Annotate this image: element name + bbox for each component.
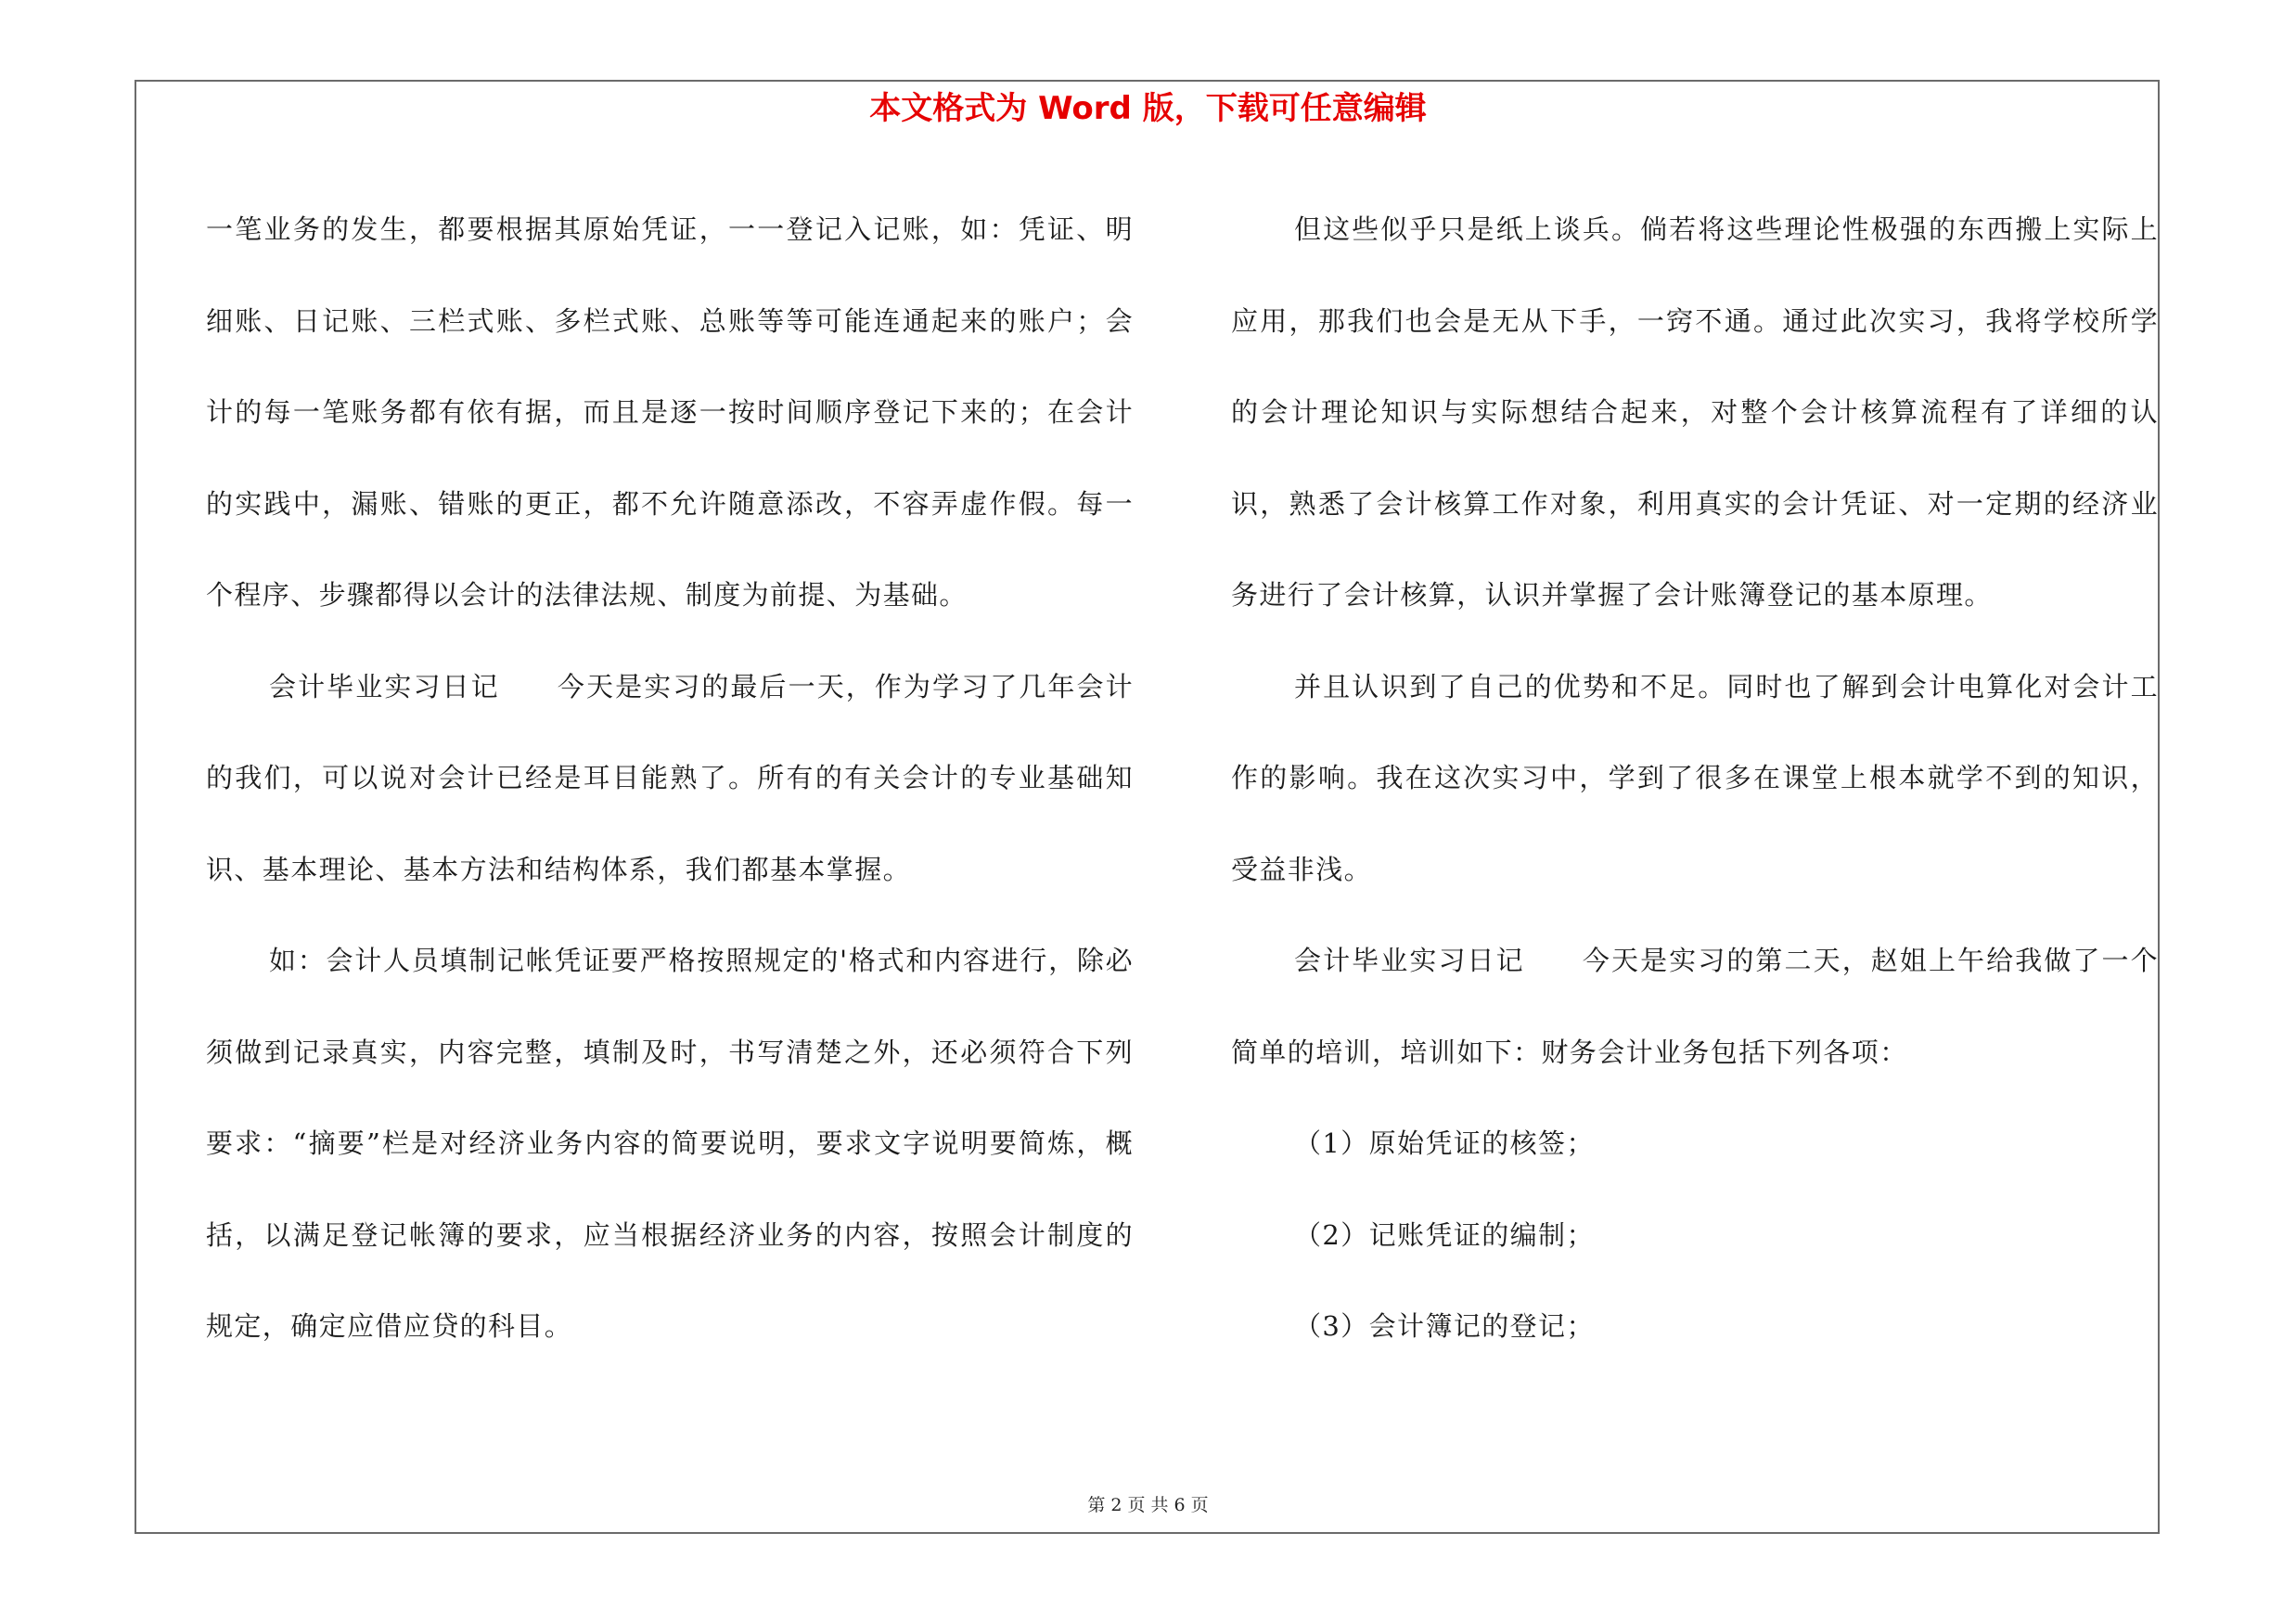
left-column [206,184,1134,1372]
left-paragraph-1: 一笔业务的发生，都要根据其原始凭证，一一登记入记账，如：凭证、明细账、日记账、三栏式账、多栏式账、总账等等可能连通起来的账户；会计的每一笔账务都有依有据，而且是逐一按时间顺序登记下来的；在会计的实践中，漏账、错账的更正，都不允许随意添改，不容弄虚作假。每一个程序、步骤都得以会计的法律法规、制度为前提、为基础。 [206,213,1134,611]
right-paragraph-2: 并且认识到了自己的优势和不足。同时也了解到会计电算化对会计工作的影响。我在这次实习中，学到了很多在课堂上根本就学不到的知识，受益非浅。 [1231,670,2159,885]
list-item: （3）会计簿记的登记； [1294,1310,1595,1342]
right-column [1231,184,2159,1372]
page-footer [0,1494,2296,1516]
list-item: （1）原始凭证的核签； [1294,1127,1595,1159]
word-format-banner: 本文格式为 Word 版，下载可任意编辑 [869,90,1427,127]
page-number-label: 第 2 页 共 6 页 [1087,1495,1209,1515]
left-paragraph-3: 如：会计人员填制记帐凭证要严格按照规定的'格式和内容进行，除必须做到记录真实，内容完整，填制及时，书写清楚之外，还必须符合下列要求：“摘要”栏是对经济业务内容的简要说明，要求文字说明要简炼，概括，以满足登记帐簿的要求，应当根据经济业务的内容，按照会计制度的规定，确定应借应贷的科目。 [206,945,1134,1342]
list-item: （2）记账凭证的编制； [1294,1218,1595,1251]
left-paragraph-2: 会计毕业实习日记 今天是实习的最后一天，作为学习了几年会计的我们，可以说对会计已经是耳目能熟了。所有的有关会计的专业基础知识、基本理论、基本方法和结构体系，我们都基本掌握。 [206,670,1134,885]
right-paragraph-3: 会计毕业实习日记 今天是实习的第二天，赵姐上午给我做了一个简单的培训，培训如下：财务会计业务包括下列各项： [1231,945,2159,1068]
right-paragraph-1: 但这些似乎只是纸上谈兵。倘若将这些理论性极强的东西搬上实际上应用，那我们也会是无从下手，一窍不通。通过此次实习，我将学校所学的会计理论知识与实际想结合起来，对整个会计核算流程有了详细的认识，熟悉了会计核算工作对象，利用真实的会计凭证、对一定期的经济业务进行了会计核算，认识并掌握了会计账簿登记的基本原理。 [1231,213,2159,611]
